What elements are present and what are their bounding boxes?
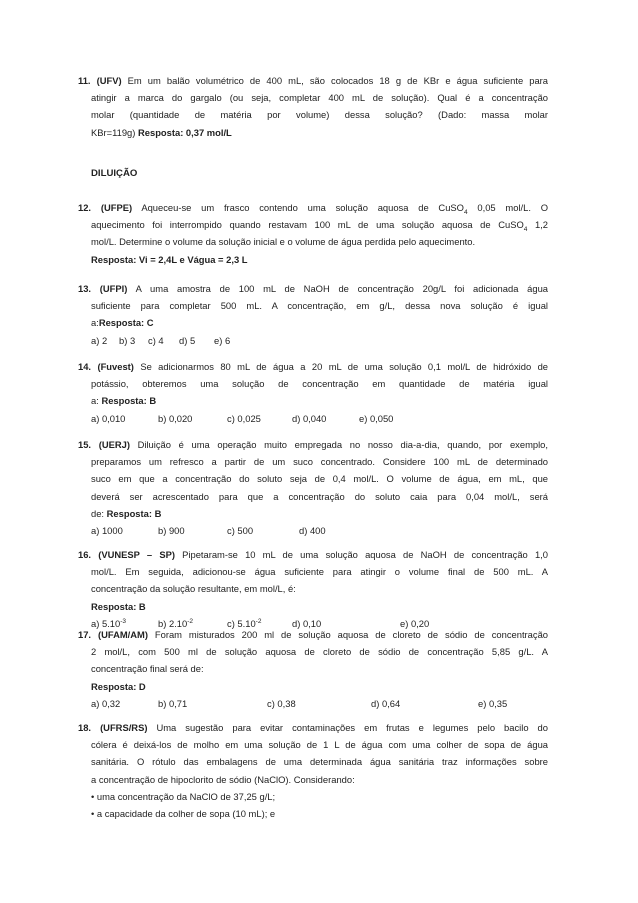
q15-options (78, 522, 548, 539)
q16-answer: Resposta: B (91, 600, 146, 612)
q11-line-1: Em um balão volumétrico de 400 mL, são colocados 18 g de KBr e água suficiente para (121, 75, 548, 86)
q14-line-3-prefix: a: (91, 395, 102, 407)
q15-option-a: a) 1000 (91, 525, 123, 537)
q16-number: 16. (78, 549, 92, 560)
q16-option-c-base: c) 5.10 (227, 617, 256, 629)
question-11 (78, 72, 548, 141)
q14-number: 14. (78, 361, 92, 372)
q17-option-d: d) 0,64 (371, 697, 401, 709)
q16-option-c-exp: -2 (255, 617, 262, 625)
q12-line-1-sub: 4 (463, 208, 468, 216)
q17-option-c: c) 0,38 (267, 697, 296, 709)
q16-option-e: e) 0,20 (400, 617, 430, 629)
section-title-diluicao: DILUIÇÃO (91, 168, 138, 179)
q14-option-d: d) 0,040 (292, 412, 327, 424)
q16-option-b-exp: -2 (187, 617, 193, 625)
q18-line-4: a concentração de hipoclorito de sódio (NaClO). Considerando: (91, 773, 355, 785)
q11-source: (UFV) (96, 75, 122, 86)
q13-option-d: d) 5 (179, 334, 196, 346)
q18-bullet-2: • a capacidade da colher de sopa (10 mL); e (91, 808, 276, 820)
question-14 (78, 358, 548, 427)
q15-last-prefix: de: (91, 507, 107, 519)
q16-option-a-base: a) 5.10 (91, 617, 121, 629)
q15-line-1: Diluição é uma operação muito empregada no nosso dia-a-dia, quando, por exemplo, (129, 439, 548, 450)
q13-line-1: A uma amostra de 100 mL de NaOH de concentração 20g/L foi adicionada água (127, 283, 548, 294)
q13-option-b: b) 3 (119, 334, 136, 346)
q14-option-c: c) 0,025 (227, 412, 261, 424)
q13-options (78, 332, 548, 349)
q12-answer: Resposta: Vi = 2,4L e Vágua = 2,3 L (91, 253, 248, 265)
q16-option-a-exp: -3 (120, 617, 126, 625)
q17-source: (UFAM/AM) (97, 629, 148, 640)
q12-line-1b: 0,05 mol/L. O (467, 202, 548, 213)
q18-number: 18. (78, 722, 92, 733)
q18-line-1: Uma sugestão para evitar contaminações em frutas e legumes pelo bacilo do (147, 722, 548, 733)
q14-option-a: a) 0,010 (91, 412, 126, 424)
q14-source: (Fuvest) (97, 361, 134, 372)
q11-line-3: molar (quantidade de matéria por volume) dessa solução? (Dado: massa molar (91, 109, 548, 121)
q13-answer: Resposta: C (98, 317, 154, 329)
q18-source: (UFRS/RS) (100, 722, 148, 733)
question-12 (78, 199, 548, 268)
q17-number: 17. (78, 629, 92, 640)
q15-option-b: b) 900 (158, 525, 185, 537)
q14-answer: Resposta: B (101, 395, 157, 407)
q14-options (78, 410, 548, 427)
q17-option-a: a) 0,32 (91, 697, 121, 709)
q15-option-d: d) 400 (299, 525, 326, 537)
q17-answer: Resposta: D (91, 680, 146, 692)
q13-line-2: suficiente para completar 500 mL. A concentração, em g/L, dessa nova solução é igual (91, 300, 548, 312)
q16-line-1: Pipetaram-se 10 mL de uma solução aquosa de NaOH de concentração 1,0 (174, 549, 548, 560)
q13-option-c: c) 4 (148, 334, 164, 346)
q17-option-e: e) 0,35 (478, 697, 508, 709)
q17-line-2: 2 mol/L, com 500 ml de solução aquosa de cloreto de sódio de concentração 5,85 g/L. A (91, 646, 548, 658)
q13-option-a: a) 2 (91, 334, 108, 346)
question-13 (78, 280, 548, 349)
q14-line-1: Se adicionarmos 80 mL de água a 20 mL de uma solução 0,1 mol/L de hidróxido de (133, 361, 548, 372)
q18-line-3: sanitária. O rótulo das embalagens de uma determinada água sanitária traz informações sobre (91, 756, 548, 768)
q13-number: 13. (78, 283, 92, 294)
q17-option-b: b) 0,71 (158, 697, 188, 709)
q16-line-2: mol/L. Em seguida, adicionou-se água suficiente para atingir o volume final de 500 mL. A (91, 566, 548, 578)
q12-number: 12. (78, 202, 92, 213)
q15-number: 15. (78, 439, 92, 450)
q14-line-2: potássio, obteremos uma solução de concentração em quantidade de matéria igual (91, 378, 548, 390)
q15-source: (UERJ) (98, 439, 130, 450)
q12-line-3: mol/L. Determine o volume da solução inicial e o volume de água perdida pelo aquecimento. (91, 236, 476, 248)
q12-line-2-sub: 4 (523, 226, 528, 234)
q12-source: (UFPE) (100, 202, 133, 213)
q16-option-b-base: b) 2.10 (158, 617, 188, 629)
q14-option-b: b) 0,020 (158, 412, 193, 424)
q16-line-3: concentração da solução resultante, em mol/L, é: (91, 583, 296, 595)
q18-line-2: cólera é deixá-los de molho em uma solução de 1 L de água com uma colher de sopa de água (91, 739, 548, 751)
q17-line-3: concentração final será de: (91, 663, 204, 675)
q11-answer: Resposta: 0,37 mol/L (138, 126, 232, 138)
question-18 (78, 719, 548, 822)
q15-answer: Resposta: B (106, 507, 162, 519)
q15-line-3: suco em que a concentração do soluto seja de 0,4 mol/L. O volume de água, em mL, que (91, 473, 548, 485)
q15-option-c: c) 500 (227, 525, 254, 537)
q14-option-e: e) 0,050 (359, 412, 394, 424)
q12-line-2b: 1,2 (527, 219, 549, 231)
q12-line-1a: Aqueceu-se um frasco contendo uma solução aquosa de CuSO (132, 202, 464, 213)
q16-option-d: d) 0,10 (292, 617, 322, 629)
q11-line-2: atingir a marca do gargalo (ou seja, completar 400 mL de solução). Qual é a concentração (91, 92, 548, 104)
q17-options (78, 695, 548, 712)
q13-option-e: e) 6 (214, 334, 231, 346)
question-15 (78, 436, 548, 539)
q11-last-prefix: KBr=119g) (91, 126, 138, 138)
q18-bullet-1: • uma concentração da NaClO de 37,25 g/L; (91, 790, 276, 802)
q13-line-3-prefix: a: (91, 317, 99, 329)
q15-line-2: preparamos um refresco a partir de um suco concentrado. Considere 100 mL de determinado (91, 456, 548, 468)
q15-line-4: deverá ser acrescentado para que a concentração do soluto caia para 0,04 mol/L, será (91, 490, 548, 502)
q16-source: (VUNESP – SP) (98, 549, 175, 560)
question-16 (78, 546, 548, 632)
q11-number: 11. (78, 75, 91, 86)
question-17 (78, 626, 548, 712)
q17-line-1: Foram misturados 200 ml de solução aquosa de cloreto de sódio de concentração (147, 629, 548, 640)
q12-line-2a: aquecimento foi interrompido quando restavam 100 mL de uma solução aquosa de CuSO (91, 219, 524, 231)
q13-source: (UFPI) (99, 283, 128, 294)
